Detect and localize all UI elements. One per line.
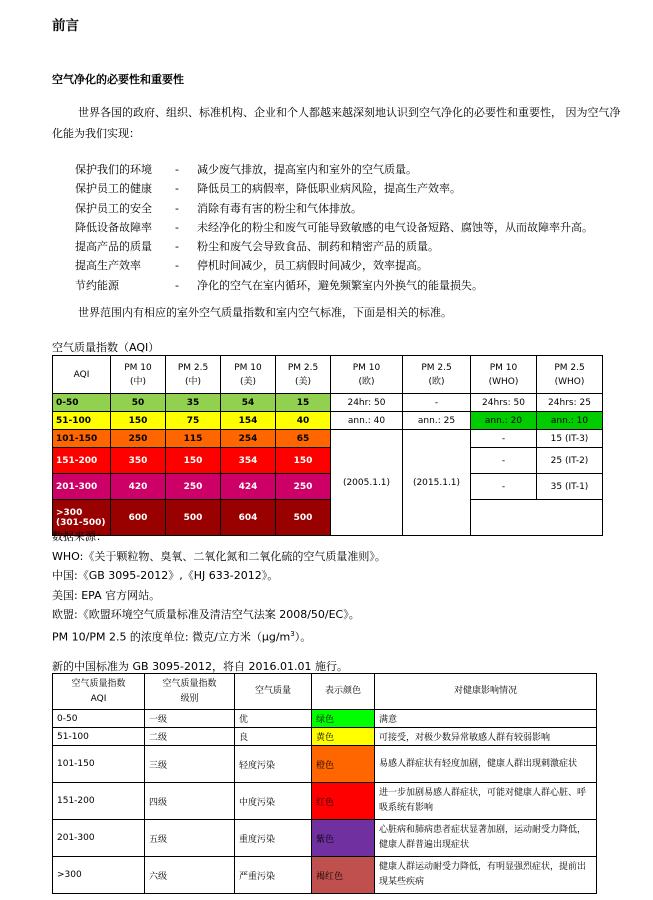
color-swatch: 橙色: [312, 746, 375, 783]
eu-pm10-date: (2005.1.1): [331, 430, 403, 536]
level-row: 51-100 二级 良 黄色 可接受，对极少数异常敏感人群有较弱影响: [53, 728, 597, 746]
aqi-level-table: [52, 673, 597, 894]
benefit-item: 保护员工的安全 - 消除有毒有害的粉尘和气体排放。: [75, 201, 362, 215]
standards-intro: 世界范围内有相应的室外空气质量指数和室内空气标准，下面是相关的标准。: [78, 306, 452, 319]
level-header-aqi: 空气质量指数 AQI: [53, 674, 145, 710]
level-row: >300 六级 严重污染 褐红色 健康人群运动耐受力降低，有明显强烈症状，提前出现某些疾病: [53, 857, 597, 894]
eu-pm10-annual: ann.: 40: [331, 412, 403, 430]
level-row: 0-50 一级 优 绿色 满意: [53, 710, 597, 728]
eu-pm25-date: (2015.1.1): [403, 430, 471, 536]
source-usa: 美国: EPA 官方网站。: [52, 588, 161, 602]
level-header-color: 表示颜色: [312, 674, 375, 710]
intro-paragraph: 世界各国的政府、组织、标准机构、企业和个人都越来越深刻地认识到空气净化的必要性和重要性， 因为空气净化能为我们实现：: [52, 106, 621, 140]
aqi-header-who-pm10: PM 10 (WHO): [471, 356, 537, 394]
eu-pm25-annual: ann.: 25: [403, 412, 471, 430]
unit-note: PM 10/PM 2.5 的浓度单位: 微克/立方米$(\mu g/m^3)$。: [52, 629, 312, 644]
level-row: 101-150 三级 轻度污染 橙色 易感人群症状有轻度加剧，健康人群出现刺激症状: [53, 746, 597, 783]
aqi-header-cn-pm10: PM 10 (中): [111, 356, 166, 394]
benefits-list: [75, 160, 593, 295]
source-who: WHO:《关于颗粒物、臭氧、二氧化氮和二氧化硫的空气质量准则》。: [52, 549, 386, 563]
source-china: 中国:《GB 3095-2012》,《HJ 633-2012》。: [52, 569, 279, 582]
aqi-header-eu-pm25: PM 2.5 (欧): [403, 356, 471, 394]
color-swatch: 褐红色: [312, 857, 375, 894]
aqi-header-us-pm25: PM 2.5 (美): [276, 356, 331, 394]
aqi-header-eu-pm10: PM 10 (欧): [331, 356, 403, 394]
aqi-row: >300 (301-500) 600 500 604 500: [53, 500, 603, 536]
aqi-table-caption: 空气质量指数（AQI）: [52, 341, 160, 354]
color-swatch: 紫色: [312, 820, 375, 857]
who-pm10-annual: ann.: 20: [471, 412, 537, 430]
level-header-row: [53, 674, 597, 710]
aqi-row: 101-150 250 115 254 65 (2005.1.1) (2015.1.1) - 15 (IT-3): [53, 430, 603, 448]
color-swatch: 黄色: [312, 728, 375, 746]
aqi-header-us-pm10: PM 10 (美): [221, 356, 276, 394]
who-pm10-24hr: 24hrs: 50: [471, 394, 537, 412]
aqi-row: 51-100 150 75 154 40 ann.: 40 ann.: 25 ann.: 20 ann.: 10: [53, 412, 603, 430]
benefit-item: 提高生产效率 - 停机时间减少，员工病假时间减少，效率提高。: [75, 259, 428, 273]
benefit-item: 提高产品的质量 - 粉尘和废气会导致食品、制药和精密产品的质量。: [75, 240, 439, 254]
sources-title: 数据来源：: [52, 530, 107, 543]
level-header-quality: 空气质量: [235, 674, 312, 710]
page-heading: 前言: [52, 18, 79, 34]
benefit-item: 保护员工的健康 - 降低员工的病假率，降低职业病风险，提高生产效率。: [75, 182, 461, 196]
aqi-header-who-pm25: PM 2.5 (WHO): [537, 356, 603, 394]
data-sources: [52, 527, 386, 644]
level-header-level: 空气质量指数 级别: [145, 674, 235, 710]
level-header-impact: 对健康影响情况: [375, 674, 597, 710]
eu-pm10-24hr: 24hr: 50: [331, 394, 403, 412]
level-table-caption: 新的中国标准为 GB 3095-2012，将自 2016.01.01 施行。: [52, 660, 348, 673]
aqi-table: [52, 355, 603, 536]
aqi-row: 0-50 50 35 54 15 24hr: 50 - 24hrs: 50 24hrs: 25: [53, 394, 603, 412]
who-pm25-annual: ann.: 10: [537, 412, 603, 430]
level-row: 201-300 五级 重度污染 紫色 心脏病和肺病患者症状显著加剧，运动耐受力降低，健康人群普遍出现症状: [53, 820, 597, 857]
aqi-header-aqi: AQI: [53, 356, 111, 394]
color-swatch: 红色: [312, 783, 375, 820]
color-swatch: 绿色: [312, 710, 375, 728]
level-row: 151-200 四级 中度污染 红色 进一步加剧易感人群症状，可能对健康人群心脏、呼吸系统有影响: [53, 783, 597, 820]
aqi-row: 151-200 350 150 354 150 - 25 (IT-2): [53, 448, 603, 474]
benefit-item: 保护我们的环境 - 减少废气排放，提高室内和室外的空气质量。: [75, 163, 417, 176]
benefit-item: 降低设备故障率 - 未经净化的粉尘和废气可能导致敏感的电气设备短路、腐蚀等，从而故障率升高。: [75, 220, 593, 234]
eu-pm25-24hr: -: [403, 394, 471, 412]
aqi-row: 201-300 420 250 424 250 - 35 (IT-1): [53, 474, 603, 500]
source-eu: 欧盟:《欧盟环境空气质量标准及清洁空气法案 2008/50/EC》。: [52, 608, 360, 621]
aqi-header-row: [53, 356, 603, 394]
who-pm25-24hr: 24hrs: 25: [537, 394, 603, 412]
aqi-header-cn-pm25: PM 2.5 (中): [166, 356, 221, 394]
benefit-item: 节约能源 - 净化的空气在室内循环，避免频繁室内外换气的能量损失。: [75, 278, 483, 292]
section-title: 空气净化的必要性和重要性: [52, 73, 184, 86]
